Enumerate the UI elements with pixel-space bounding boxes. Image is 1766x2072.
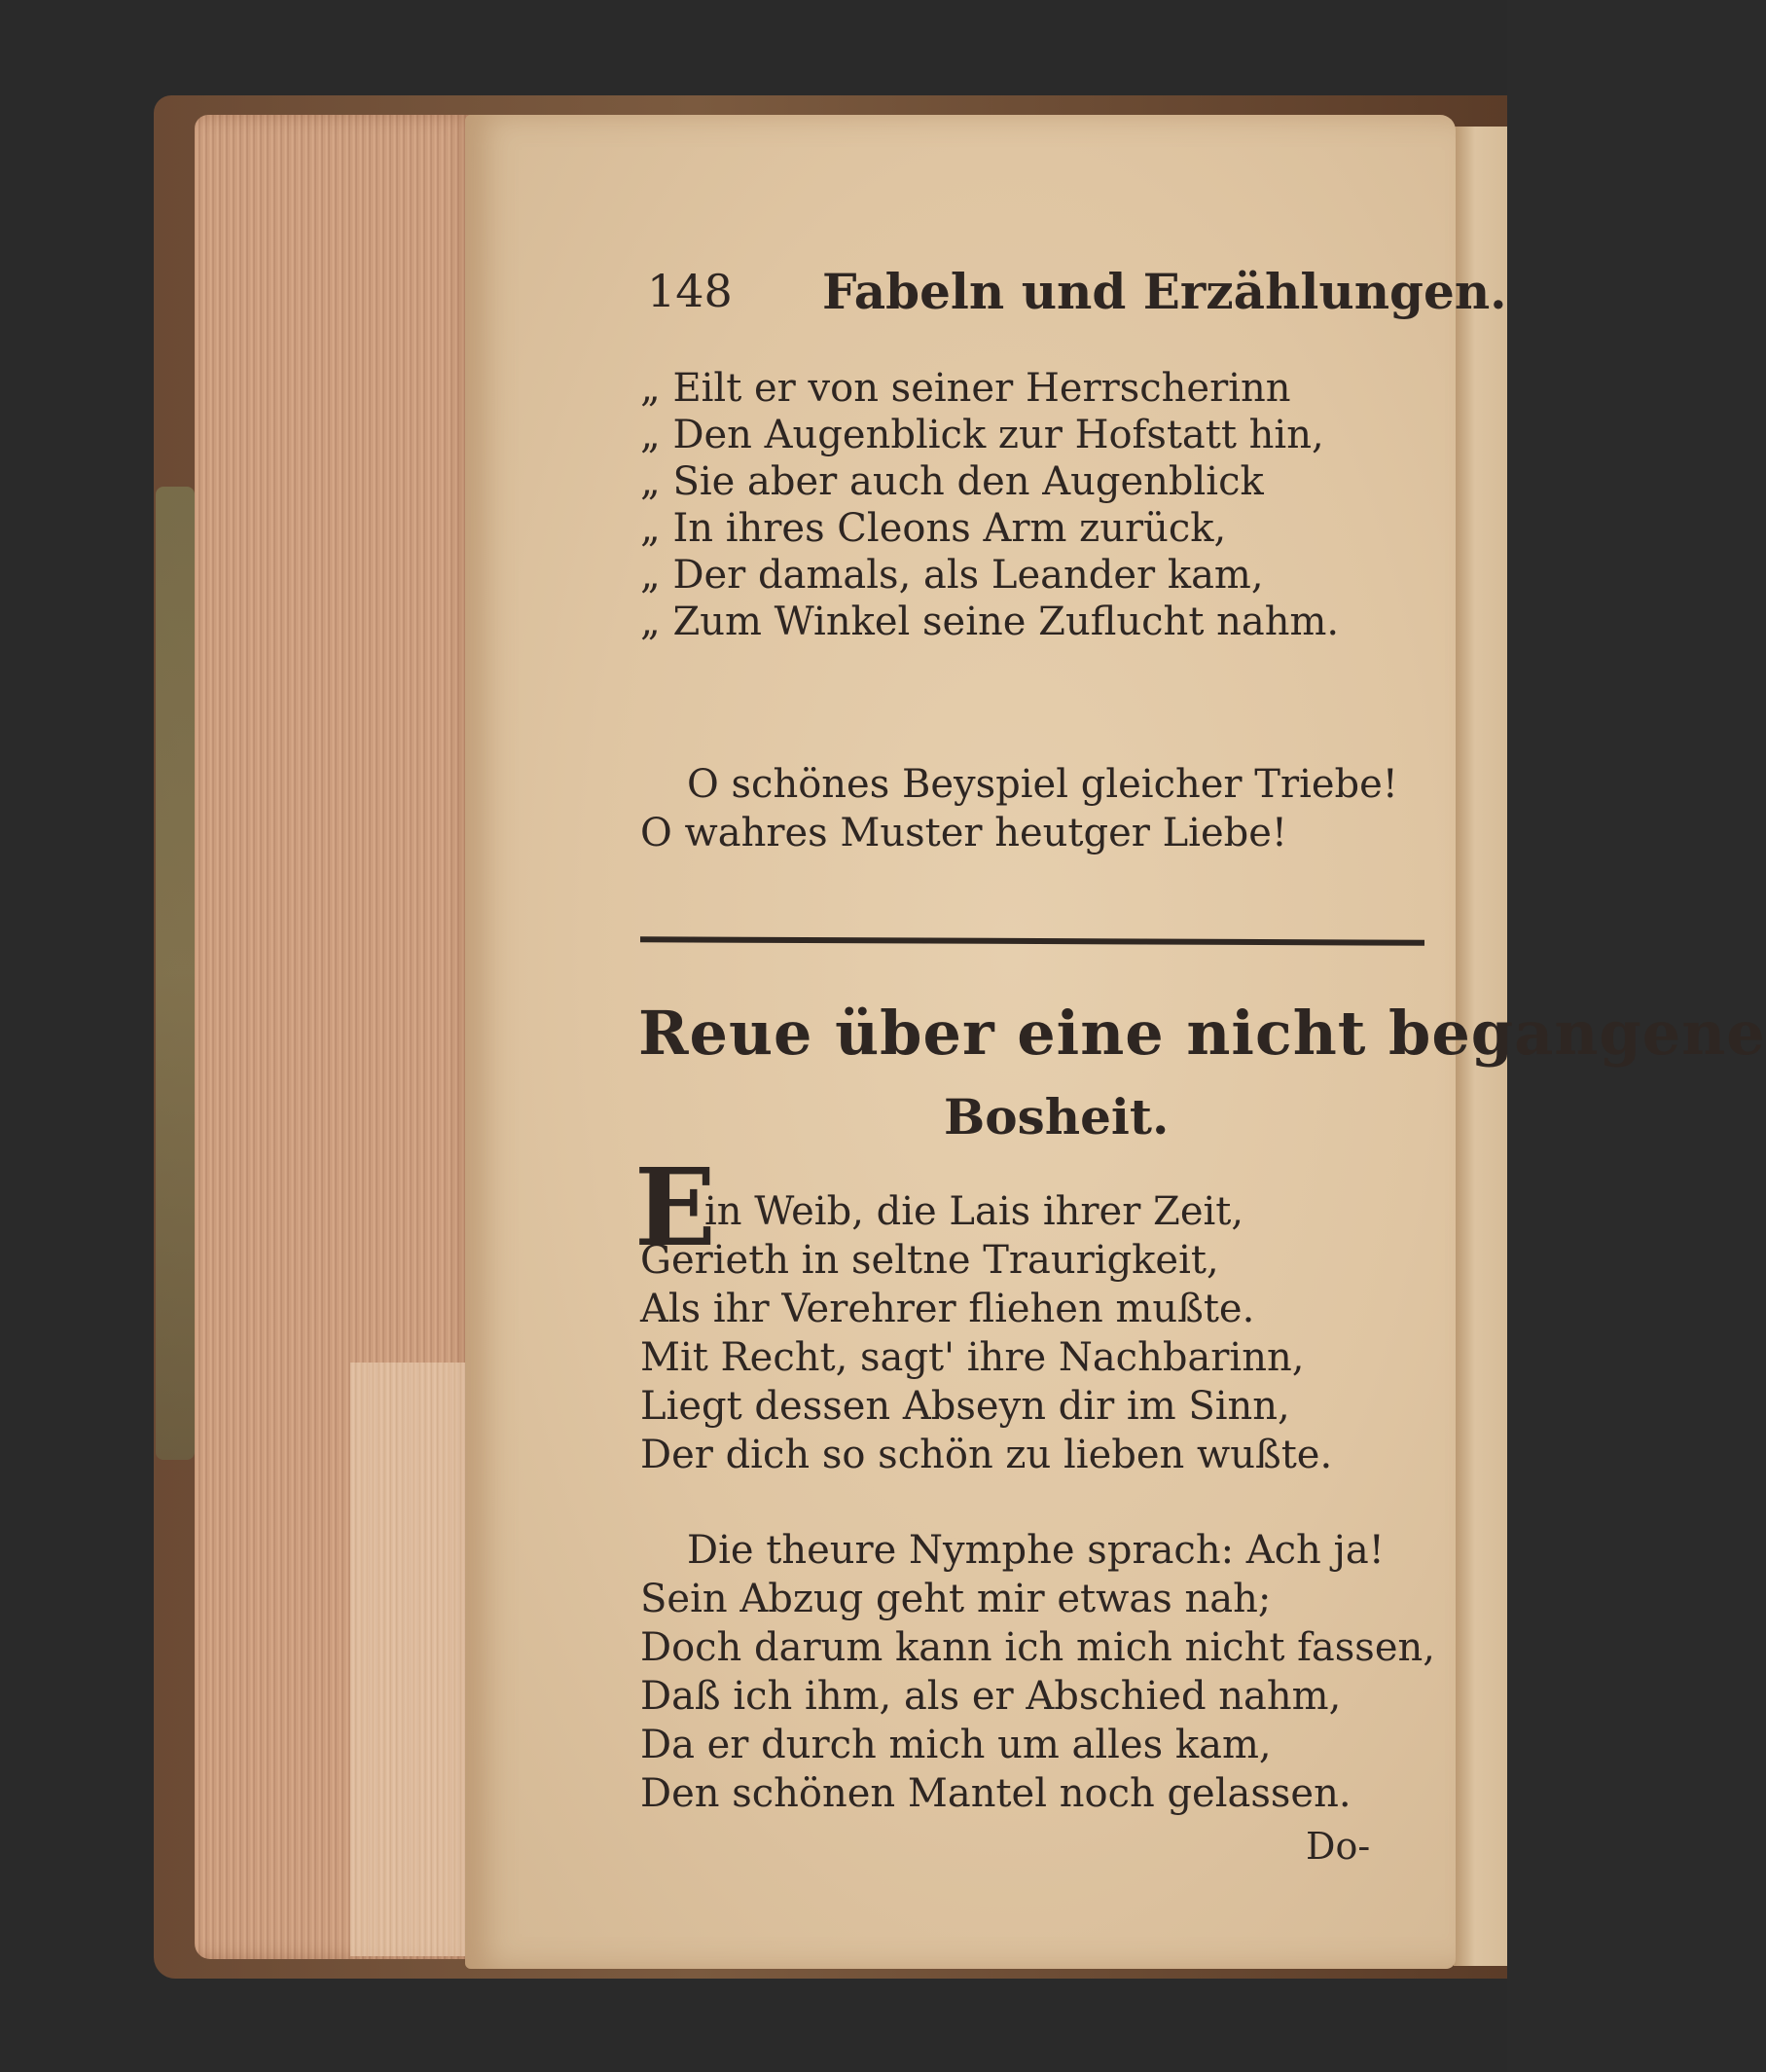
verse-line: Mit Recht, sagt' ihre Nachbarinn, — [640, 1335, 1305, 1380]
verse-line: Daß ich ihm, als er Abschied nahm, — [640, 1674, 1342, 1719]
verse-line: Sein Abzug geht mir etwas nah; — [640, 1577, 1272, 1621]
moral-line: O wahres Muster heutger Liebe! — [640, 811, 1287, 855]
verse-line: Gerieth in seltne Traurigkeit, — [640, 1238, 1219, 1283]
verse-line: Liegt dessen Abseyn dir im Sinn, — [640, 1384, 1290, 1429]
verse-line: Da er durch mich um alles kam, — [640, 1723, 1272, 1767]
running-title: Fabeln und Erzählungen. — [822, 263, 1507, 320]
verse-line: „ Eilt er von seiner Herrscherinn — [640, 366, 1291, 411]
verse-line: Der dich so schön zu lieben wußte. — [640, 1433, 1333, 1477]
verse-line: „ Den Augenblick zur Hofstatt hin, — [640, 413, 1324, 457]
verse-line: Als ihr Verehrer fliehen mußte. — [640, 1287, 1255, 1331]
page-stack-lower — [350, 1363, 477, 1956]
verse-line: „ Zum Winkel seine Zuflucht nahm. — [640, 600, 1340, 644]
verse-line: „ Sie aber auch den Augenblick — [640, 459, 1264, 504]
verse-line: in Weib, die Lais ihrer Zeit, — [704, 1189, 1244, 1234]
moral-line: O schönes Beyspiel gleicher Triebe! — [687, 762, 1398, 807]
catchword: Do- — [1306, 1825, 1371, 1868]
verse-line: Doch darum kann ich mich nicht fassen, — [640, 1625, 1435, 1670]
cover-mottled-leather — [156, 487, 195, 1460]
page-number: 148 — [647, 265, 733, 317]
verse-line: Die theure Nymphe sprach: Ach ja! — [687, 1528, 1385, 1573]
poem-subtitle: Bosheit. — [944, 1088, 1170, 1145]
drop-cap: E — [634, 1145, 716, 1270]
verse-line: „ Der damals, als Leander kam, — [640, 553, 1264, 598]
verse-line: Den schönen Mantel noch gelassen. — [640, 1771, 1352, 1816]
verse-line: „ In ihres Cleons Arm zurück, — [640, 506, 1227, 551]
poem-title: Reue über eine nicht begangene — [638, 998, 1766, 1069]
